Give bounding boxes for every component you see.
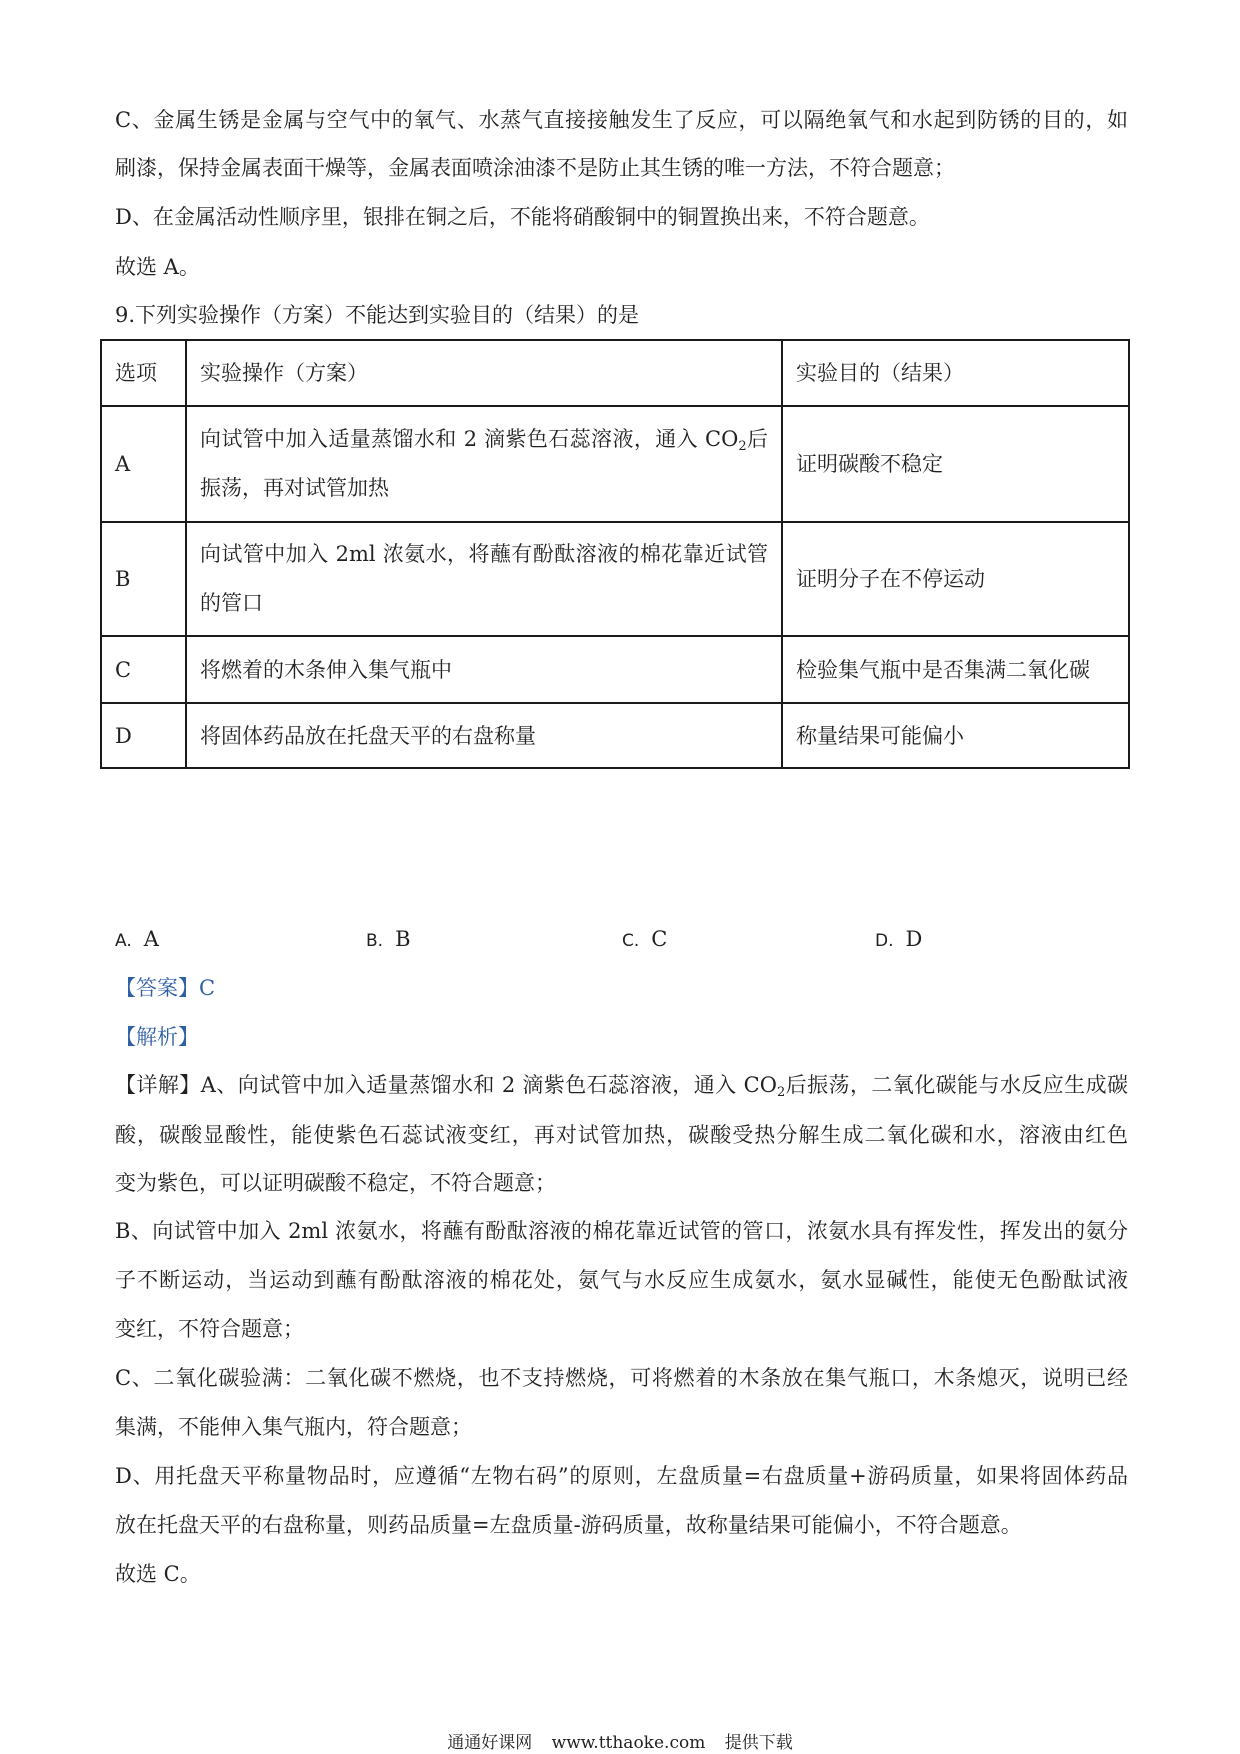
purpose-cell: 称量结果可能偏小 xyxy=(782,703,1129,768)
operation-text: 向试管中加入适量蒸馏水和 2 滴紫色石蕊溶液，通入 CO xyxy=(200,427,739,451)
analysis-line: C、二氧化碳验满：二氧化碳不燃烧，也不支持燃烧，可将燃着的木条放在集气瓶口，木条熄灭，说明已经 xyxy=(115,1366,1128,1390)
operation-line: 向试管中加入 2ml 浓氨水，将蘸有酚酞溶液的棉花靠近试管 xyxy=(200,542,768,566)
analysis-line: D、用托盘天平称量物品时，应遵循“左物右码”的原则，左盘质量=右盘质量+游码质量，如果将固体药品 xyxy=(115,1464,1128,1488)
subscript: 2 xyxy=(738,439,747,454)
analysis-line xyxy=(115,1070,1128,1100)
table-row xyxy=(101,522,1129,636)
header-purpose: 实验目的（结果） xyxy=(782,340,1129,406)
choice-label: C. xyxy=(622,931,640,951)
option-cell: B xyxy=(101,522,186,636)
option-cell: D xyxy=(101,703,186,768)
question-stem: 9.下列实验操作（方案）不能达到实验目的（结果）的是 xyxy=(115,303,640,327)
previous-solution-line: 刷漆，保持金属表面干燥等，金属表面喷涂油漆不是防止其生锈的唯一方法，不符合题意； xyxy=(115,156,955,180)
analysis-conclusion: 故选 C。 xyxy=(115,1562,201,1586)
experiment-table xyxy=(100,339,1130,769)
analysis-text: A、向试管中加入适量蒸馏水和 2 滴紫色石蕊溶液，通入 CO xyxy=(200,1073,777,1097)
analysis-line: 变为紫色，可以证明碳酸不稳定，不符合题意； xyxy=(115,1171,556,1195)
operation-cell xyxy=(186,522,782,636)
choice-b xyxy=(366,924,411,956)
page-footer xyxy=(0,1732,1240,1754)
table-header-row xyxy=(101,340,1129,406)
purpose-cell: 检验集气瓶中是否集满二氧化碳 xyxy=(782,636,1129,703)
choice-a xyxy=(115,924,159,956)
previous-conclusion: 故选 A。 xyxy=(115,255,200,279)
choice-d xyxy=(875,924,922,956)
analysis-line: 酸，碳酸显酸性，能使紫色石蕊试液变红，再对试管加热，碳酸受热分解生成二氧化碳和水，溶液由红色 xyxy=(115,1123,1128,1147)
analysis-text: 后振荡，二氧化碳能与水反应生成碳 xyxy=(785,1073,1129,1097)
operation-line xyxy=(200,415,768,464)
detail-label: 【详解】 xyxy=(115,1073,201,1097)
choice-label: D. xyxy=(875,931,894,951)
table-row xyxy=(101,406,1129,522)
option-cell: C xyxy=(101,636,186,703)
choice-c xyxy=(622,924,667,956)
choice-text: A xyxy=(143,927,159,951)
analysis-line: B、向试管中加入 2ml 浓氨水，将蘸有酚酞溶液的棉花靠近试管的管口，浓氨水具有挥发性，挥发出的氨分 xyxy=(115,1219,1128,1243)
answer-label: 【答案】 xyxy=(115,976,199,1000)
operation-text: 后 xyxy=(746,427,769,451)
choice-text: D xyxy=(905,927,923,951)
operation-line: 振荡，再对试管加热 xyxy=(200,476,389,500)
analysis-line: 子不断运动，当运动到蘸有酚酞溶液的棉花处，氨气与水反应生成氨水，氨水显碱性，能使无色酚酞试液 xyxy=(115,1268,1128,1292)
option-cell: A xyxy=(101,406,186,522)
analysis-heading: 【解析】 xyxy=(115,1025,199,1049)
previous-solution-line: D、在金属活动性顺序里，银排在铜之后，不能将硝酸铜中的铜置换出来，不符合题意。 xyxy=(115,205,930,229)
analysis-line: 变红，不符合题意； xyxy=(115,1317,304,1341)
operation-cell: 将固体药品放在托盘天平的右盘称量 xyxy=(186,703,782,768)
analysis-line: 放在托盘天平的右盘称量，则药品质量=左盘质量-游码质量，故称量结果可能偏小，不符合题意。 xyxy=(115,1513,1022,1537)
header-option: 选项 xyxy=(101,340,186,406)
subscript: 2 xyxy=(776,1085,786,1100)
operation-cell xyxy=(186,406,782,522)
choice-label: B. xyxy=(366,931,384,951)
footer-url: www.tthaoke.com xyxy=(551,1733,706,1753)
answer-line xyxy=(115,973,1128,1003)
header-operation: 实验操作（方案） xyxy=(186,340,782,406)
answer-value: C xyxy=(199,976,216,1000)
choice-label: A. xyxy=(115,931,132,951)
previous-solution-line: C、金属生锈是金属与空气中的氧气、水蒸气直接接触发生了反应，可以隔绝氧气和水起到防锈的目的，如 xyxy=(115,108,1128,132)
purpose-cell: 证明碳酸不稳定 xyxy=(782,406,1129,522)
choice-text: B xyxy=(395,927,411,951)
table-row xyxy=(101,636,1129,703)
purpose-cell: 证明分子在不停运动 xyxy=(782,522,1129,636)
footer-note: 提供下载 xyxy=(724,1733,793,1753)
table-row xyxy=(101,703,1129,768)
analysis-line: 集满，不能伸入集气瓶内，符合题意； xyxy=(115,1415,472,1439)
operation-cell: 将燃着的木条伸入集气瓶中 xyxy=(186,636,782,703)
choice-text: C xyxy=(651,927,668,951)
footer-site-name: 通通好课网 xyxy=(447,1733,533,1753)
operation-line: 的管口 xyxy=(200,591,263,615)
